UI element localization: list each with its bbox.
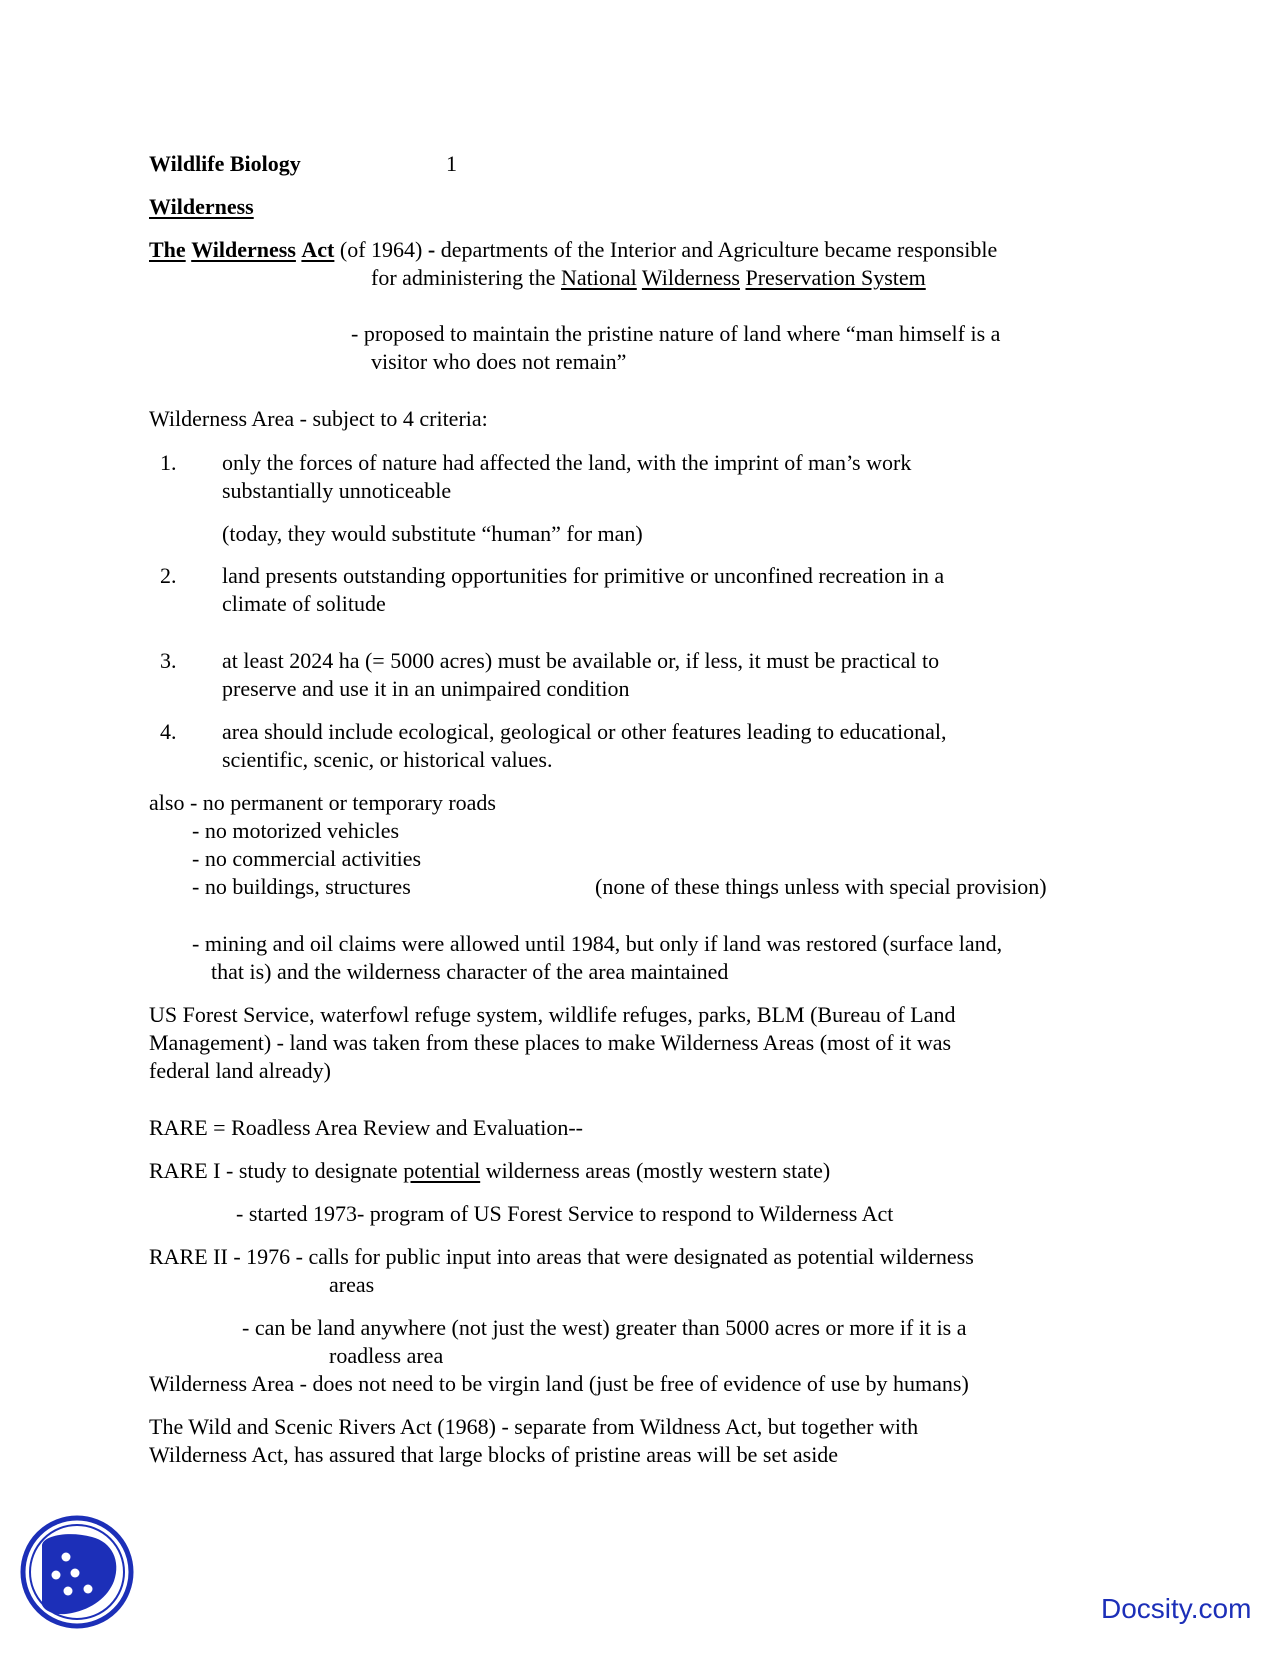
rare-2-note-1: - can be land anywhere (not just the west) greater than 5000 acres or more if it is a [242, 1315, 967, 1340]
mining-line-1: - mining and oil claims were allowed until 1984, but only if land was restored (surface land, [192, 931, 1003, 956]
docsity-logo-icon [20, 1515, 134, 1629]
rare-1-underlined: potential [403, 1158, 481, 1183]
act-dash: - [427, 237, 436, 262]
rare-definition: RARE = Roadless Area Review and Evaluation-- [149, 1115, 583, 1140]
also-line: - no buildings, structures [192, 874, 411, 899]
section-title: Wilderness [149, 194, 254, 219]
criteria-intro: Wilderness Area - subject to 4 criteria: [149, 406, 488, 431]
rare-2-note-2: roadless area [329, 1343, 444, 1368]
rare-1-line [149, 1157, 830, 1185]
act-line-2 [371, 264, 926, 292]
act-title-word: Act [301, 237, 335, 262]
system-word: National [561, 265, 637, 290]
criteria-number: 1. [160, 450, 177, 475]
criteria-text: climate of solitude [222, 591, 386, 616]
act-line-1 [149, 236, 997, 264]
agencies-line: Management) - land was taken from these places to make Wilderness Areas (most of it was [149, 1030, 952, 1055]
act-purpose-1: - proposed to maintain the pristine nature of land where “man himself is a [351, 321, 1001, 346]
act-title-word: Wilderness [191, 237, 296, 262]
also-note: (none of these things unless with special provision) [595, 874, 1047, 899]
criteria-text: preserve and use it in an unimpaired condition [222, 676, 630, 701]
criteria-text: area should include ecological, geological or other features leading to educational, [222, 719, 947, 744]
agencies-line: federal land already) [149, 1058, 331, 1083]
criteria-number: 2. [160, 563, 177, 588]
criteria-text: land presents outstanding opportunities for primitive or unconfined recreation in a [222, 563, 945, 588]
criteria-note: (today, they would substitute “human” for man) [222, 521, 643, 546]
criteria-number: 4. [160, 719, 177, 744]
rare-1-post: wilderness areas (mostly western state) [485, 1158, 831, 1183]
rare-1-note: - started 1973- program of US Forest Service to respond to Wilderness Act [236, 1201, 894, 1226]
criteria-text: only the forces of nature had affected the land, with the imprint of man’s work [222, 450, 912, 475]
wilderness-area-note: Wilderness Area - does not need to be virgin land (just be free of evidence of use by humans) [149, 1371, 969, 1396]
act-line-2-text: for administering the [371, 265, 556, 290]
also-line: also - no permanent or temporary roads [149, 790, 496, 815]
system-word: Wilderness [641, 265, 740, 290]
act-year: (of 1964) [339, 237, 423, 262]
also-line: - no motorized vehicles [192, 818, 400, 843]
docsity-brand-link[interactable]: Docsity.com [1101, 1593, 1252, 1624]
act-description: departments of the Interior and Agriculture became responsible [440, 237, 998, 262]
also-line: - no commercial activities [192, 846, 422, 871]
criteria-text: at least 2024 ha (= 5000 acres) must be available or, if less, it must be practical to [222, 648, 940, 673]
rare-2-line-1: RARE II - 1976 - calls for public input into areas that were designated as potential wilderness [149, 1244, 974, 1269]
act-purpose-2: visitor who does not remain” [371, 349, 627, 374]
criteria-text: scientific, scenic, or historical values. [222, 747, 553, 772]
rare-2-line-2: areas [329, 1272, 375, 1297]
criteria-text: substantially unnoticeable [222, 478, 452, 503]
rivers-act-line-1: The Wild and Scenic Rivers Act (1968) - separate from Wildness Act, but together with [149, 1414, 919, 1439]
act-title-word: The [149, 237, 186, 262]
mining-line-2: that is) and the wilderness character of the area maintained [211, 959, 729, 984]
course-title: Wildlife Biology [149, 151, 301, 176]
criteria-number: 3. [160, 648, 177, 673]
system-word: Preservation System [745, 265, 926, 290]
rare-1-pre: RARE I - study to designate [149, 1158, 398, 1183]
agencies-line: US Forest Service, waterfowl refuge system, wildlife refuges, parks, BLM (Bureau of Land [149, 1002, 956, 1027]
page-number: 1 [446, 151, 457, 176]
rivers-act-line-2: Wilderness Act, has assured that large blocks of pristine areas will be set aside [149, 1442, 839, 1467]
